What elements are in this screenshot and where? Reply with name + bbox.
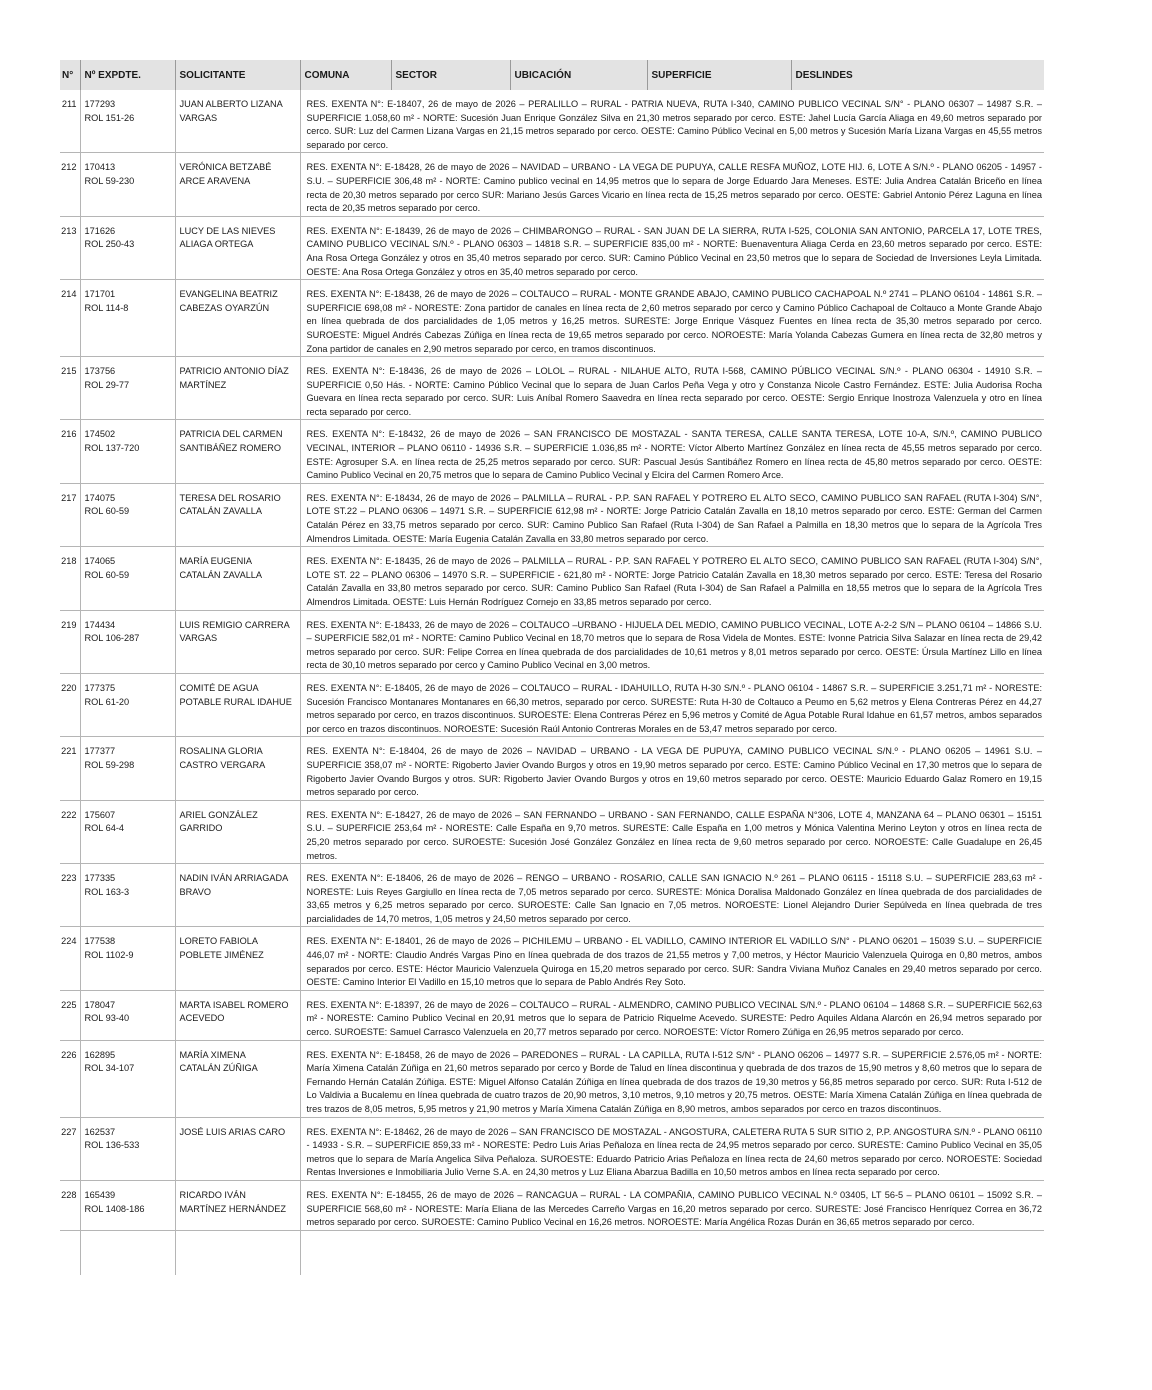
solicitante-cell (175, 1180, 300, 1230)
solicitante-cell (175, 927, 300, 990)
expediente-cell (80, 864, 175, 927)
table-row (60, 153, 1044, 216)
expediente-number: 178047 (84, 999, 116, 1010)
row-number: 215 (60, 357, 80, 420)
solicitante-line-2: MARTÍNEZ HERNÁNDEZ (179, 1203, 287, 1214)
header-superficie: SUPERFICIE (647, 60, 791, 90)
row-number: 217 (60, 483, 80, 546)
solicitante-cell (175, 990, 300, 1040)
row-number: 218 (60, 547, 80, 610)
expediente-number: 171626 (84, 225, 116, 236)
rol-number: ROL 59-298 (84, 759, 135, 770)
solicitante-cell (175, 673, 300, 736)
table-row (60, 1040, 1044, 1117)
solicitante-line-2: BRAVO (179, 886, 211, 897)
row-number: 211 (60, 90, 80, 153)
solicitante-line-1: LUIS REMIGIO CARRERA (179, 619, 290, 630)
registry-table (60, 60, 1044, 1275)
solicitante-line-1: PATRICIA DEL CARMEN (179, 429, 283, 440)
solicitante-line-2: ACEVEDO (179, 1013, 225, 1024)
row-number: 214 (60, 280, 80, 357)
solicitante-line-2: MARTÍNEZ (179, 379, 227, 390)
solicitante-line-1: MARÍA XIMENA (179, 1049, 246, 1060)
expediente-cell (80, 483, 175, 546)
solicitante-line-1: LORETO FABIOLA (179, 936, 258, 947)
resolution-text: RES. EXENTA N°: E-18407, 26 de mayo de 2026 – PERALILLO – RURAL - PATRIA NUEVA, RUTA I-340, CAMINO PUBLICO VECINAL S/N° - PLANO 06307 – 14987 S.R. – SUPERFICIE 1.058,60 m² - NORTE: Sucesión Juan Enrique González Silva en 21,30 metros separado por cerco. ESTE: Jahel Lucía García Aliaga en 49,60 metros separado por cerco. SUR: Luz del Carmen Lizana Vargas en 21,15 metros separado por cerco. OESTE: Camino Público Vecinal en 5,00 metros y Sucesión María Lizana Vargas en 45,55 metros separado por cerco. (300, 90, 1044, 153)
header-expediente: Nº EXPDTE. (80, 60, 175, 90)
expediente-number: 174434 (84, 619, 116, 630)
resolution-text: RES. EXENTA N°: E-18404, 26 de mayo de 2026 – NAVIDAD – URBANO - LA VEGA DE PUPUYA, CAMINO PUBLICO VECINAL S/N.º - PLANO 06205 – 14961 S.U. – SUPERFICIE 358,07 m² - NORTE: Rigoberto Javier Ovando Burgos y otros en 19,90 metros separado por cerco. ESTE: Camino Público Vecinal en 17,30 metros que lo separa de Rigoberto Javier Ovando Burgos y otros. SUR: Rigoberto Javier Ovando Burgos y otros en 19,60 metros separado por cerco. OESTE: Mauricio Eduardo Galaz Romero en 19,15 metros separado por cerco. (300, 737, 1044, 800)
table-row (60, 483, 1044, 546)
solicitante-cell (175, 420, 300, 483)
header-comuna: COMUNA (300, 60, 391, 90)
solicitante-cell (175, 1040, 300, 1117)
resolution-text: RES. EXENTA N°: E-18406, 26 de mayo de 2026 – RENGO – URBANO - ROSARIO, CALLE SAN IGNACIO N.º 261 – PLANO 06115 - 15118 S.U. – SUPERFICIE 283,63 m² - NORESTE: Luis Reyes Gargiullo en línea recta de 7,05 metros separado por cerco. SURESTE: Mónica Doralisa Maldonado González en línea quebrada de dos parcialidades de 33,65 metros y 6,25 metros separado por cerco. SUROESTE: Calle San Ignacio en 7,05 metros. NOROESTE: Lionel Alejandro Durier Sepúlveda en línea quebrada de tres parcialidades de 14,70 metros, 1,05 metros y 24,50 metros separado por cerco. (300, 864, 1044, 927)
expediente-cell (80, 280, 175, 357)
row-number: 212 (60, 153, 80, 216)
solicitante-cell (175, 1117, 300, 1180)
table-tail-cell (300, 1230, 1044, 1275)
rol-number: ROL 114-8 (84, 302, 129, 313)
solicitante-line-2: GARRIDO (179, 823, 223, 834)
expediente-number: 174065 (84, 556, 116, 567)
expediente-cell (80, 1117, 175, 1180)
table-row (60, 800, 1044, 863)
resolution-text: RES. EXENTA N°: E-18432, 26 de mayo de 2026 – SAN FRANCISCO DE MOSTAZAL - SANTA TERESA, CALLE SANTA TERESA, LOTE 10-A, S/N.º, CAMINO PUBLICO VECINAL, INTERIOR – PLANO 06110 - 14936 S.R. – SUPERFICIE 1.036,85 m² - NORTE: Víctor Alberto Martínez González en línea recta de 45,55 metros separado por cerco. ESTE: Agrosuper S.A. en línea recta de 25,25 metros separado por cerco. SUR: Pascual Jesús Santibáñez Romero en línea recta de 45,80 metros separado por cerco. OESTE: Camino Publico Vecinal en 20,75 metros que lo separa de Camino Publico Vecinal y Elcira del Carmen Romero Arce. (300, 420, 1044, 483)
solicitante-line-2: SANTIBÁÑEZ ROMERO (179, 443, 282, 454)
document-page (60, 60, 1044, 1275)
expediente-cell (80, 547, 175, 610)
solicitante-cell (175, 90, 300, 153)
row-number: 216 (60, 420, 80, 483)
resolution-text: RES. EXENTA N°: E-18397, 26 de mayo de 2026 – COLTAUCO – RURAL - ALMENDRO, CAMINO PUBLICO VECINAL S/N.º - PLANO 06104 – 14868 S.R. – SUPERFICIE 562,63 m² - NORESTE: Camino Publico Vecinal en 20,91 metros que lo separa de Patricio Riquelme Acevedo. SURESTE: Pedro Aquiles Aldana Alarcón en 26,94 metros separado por cerco. SUROESTE: Samuel Carrasco Valenzuela en 20,77 metros separado por cerco. NOROESTE: Víctor Romero Zúñiga en 26,95 metros separado por cerco. (300, 990, 1044, 1040)
expediente-number: 174075 (84, 492, 116, 503)
expediente-number: 175607 (84, 809, 116, 820)
rol-number: ROL 64-4 (84, 823, 124, 834)
rol-number: ROL 29-77 (84, 379, 130, 390)
expediente-cell (80, 420, 175, 483)
row-number: 223 (60, 864, 80, 927)
table-tail-cell (60, 1230, 80, 1275)
expediente-cell (80, 800, 175, 863)
expediente-number: 177335 (84, 873, 116, 884)
row-number: 220 (60, 673, 80, 736)
solicitante-line-1: ROSALINA GLORIA (179, 746, 263, 757)
solicitante-line-1: NADIN IVÁN ARRIAGADA (179, 873, 289, 884)
expediente-cell (80, 357, 175, 420)
row-number: 222 (60, 800, 80, 863)
solicitante-line-1: JUAN ALBERTO LIZANA (179, 99, 283, 109)
solicitante-cell (175, 800, 300, 863)
solicitante-line-1: RICARDO IVÁN (179, 1189, 246, 1200)
rol-number: ROL 60-59 (84, 506, 130, 517)
rol-number: ROL 93-40 (84, 1013, 130, 1024)
table-tail-cell (175, 1230, 300, 1275)
expediente-number: 162895 (84, 1049, 116, 1060)
solicitante-cell (175, 153, 300, 216)
row-number: 213 (60, 216, 80, 279)
table-row (60, 1117, 1044, 1180)
expediente-number: 174502 (84, 429, 116, 440)
table-row (60, 864, 1044, 927)
table-body (60, 90, 1044, 1275)
resolution-text: RES. EXENTA N°: E-18405, 26 de mayo de 2026 – COLTAUCO – RURAL - IDAHUILLO, RUTA H-30 S/N.º - PLANO 06104 - 14867 S.R. – SUPERFICIE 3.251,71 m² - NORESTE: Sucesión Francisco Montanares Montanares en 66,30 metros, separado por cerco. SURESTE: Ruta H-30 de Coltauco a Peumo en 5,62 metros y Elena Contreras Pérez en 44,27 metros separado por cerco, en trazos discontinuos. SUROESTE: Elena Contreras Pérez en 5,96 metros y Comité de Agua Potable Rural Idahue en 61,57 metros, ambos separados por cerco en trazos discontinuos. NOROESTE: Sucesión Raúl Antonio Contreras Morales en de 53,47 metros separado por cerco. (300, 673, 1044, 736)
table-row (60, 610, 1044, 673)
solicitante-cell (175, 864, 300, 927)
table-row (60, 420, 1044, 483)
expediente-number: 177375 (84, 682, 116, 693)
resolution-text: RES. EXENTA N°: E-18438, 26 de mayo de 2026 – COLTAUCO – RURAL - MONTE GRANDE ABAJO, CAMINO PUBLICO CACHAPOAL N.º 2741 – PLANO 06104 - 14861 S.R. – SUPERFICIE 698,08 m² - NORESTE: Zona partidor de canales en línea recta de 2,60 metros separado por cerco y Camino Público Cachapoal de Coltauco a Monte Grande Abajo en línea quebrada de dos parcialidades de 1,05 metros y 16,25 metros. SURESTE: Jorge Enrique Vásquez Fuentes en línea recta de 35,30 metros separado por cerco. SUROESTE: Miguel Andrés Cabezas Zúñiga en línea recta de 19,65 metros separado por cerco. NOROESTE: María Yolanda Cabezas Gumera en línea recta de 32,80 metros y Zona partidor de canales en 2,90 metros separado por cerco, en tramos discontinuos. (300, 280, 1044, 357)
solicitante-line-2: CASTRO VERGARA (179, 759, 266, 770)
resolution-text: RES. EXENTA N°: E-18434, 26 de mayo de 2026 – PALMILLA – RURAL - P.P. SAN RAFAEL Y POTRERO EL ALTO SECO, CAMINO PUBLICO SAN RAFAEL (RUTA I-304) S/N°, LOTE ST.22 – PLANO 06306 – 14971 S.R. – SUPERFICIE 612,98 m² - NORTE: Jorge Patricio Catalán Zavalla en 18,10 metros separado por cerco. ESTE: German del Carmen Catalán Pérez en 33,75 metros separado por cerco. SUR: Camino Publico San Rafael (Ruta I-304) de San Rafael a Palmilla en 18,30 metros que lo separa de la Agrícola Tres Almendros Limitada. OESTE: María Eugenia Catalán Zavalla en 33,80 metros separado por cerco. (300, 483, 1044, 546)
resolution-text: RES. EXENTA N°: E-18401, 26 de mayo de 2026 – PICHILEMU – URBANO - EL VADILLO, CAMINO INTERIOR EL VADILLO S/N° - PLANO 06201 – 15039 S.U. – SUPERFICIE 446,07 m² - NORTE: Claudio Andrés Vargas Pino en línea quebrada de dos trazos de 21,55 metros y 7,00 metros, y Héctor Mauricio Valenzuela Quiroga en 0,80 metros, ambos separados por cerco. ESTE: Héctor Mauricio Valenzuela Quiroga en 15,20 metros separado por cerco. SUR: Sandra Viviana Muñoz Canales en 29,40 metros separado por cerco. OESTE: Camino Interior El Vadillo en 15,10 metros que lo separa de Pablo Andrés Rey Soto. (300, 927, 1044, 990)
row-number: 225 (60, 990, 80, 1040)
header-num: N° (60, 60, 80, 90)
expediente-number: 177538 (84, 936, 116, 947)
rol-number: ROL 61-20 (84, 696, 130, 707)
solicitante-line-2: VARGAS (179, 112, 218, 123)
resolution-text: RES. EXENTA N°: E-18427, 26 de mayo de 2026 – SAN FERNANDO – URBANO - SAN FERNANDO, CALLE ESPAÑA N°306, LOTE 4, MANZANA 64 – PLANO 06301 – 15151 S.U. – SUPERFICIE 253,64 m² - NORESTE: Calle España en 9,70 metros. SURESTE: Calle España en 1,00 metros y Mónica Valentina Merino Leyton y otros en línea recta de 25,20 metros separado por cerco. SUROESTE: Sucesión José González González en línea recta de 9,60 metros separado por cerco. NOROESTE: Calle Guadalupe en 26,45 metros. (300, 800, 1044, 863)
solicitante-line-2: CATALÁN ZAVALLA (179, 506, 263, 517)
expediente-number: 173756 (84, 366, 116, 377)
rol-number: ROL 106-287 (84, 633, 140, 644)
solicitante-line-2: VARGAS (179, 633, 218, 644)
rol-number: ROL 1102-9 (84, 950, 134, 961)
solicitante-cell (175, 547, 300, 610)
table-row (60, 90, 1044, 153)
row-number: 219 (60, 610, 80, 673)
solicitante-cell (175, 280, 300, 357)
table-row (60, 1180, 1044, 1230)
resolution-text: RES. EXENTA N°: E-18435, 26 de mayo de 2026 – PALMILLA – RURAL - P.P. SAN RAFAEL Y POTRERO EL ALTO SECO, CAMINO PUBLICO SAN RAFAEL (RUTA I-304) S/N°, LOTE ST. 22 – PLANO 06306 – 14970 S.R. – SUPERFICIE - 621,80 m² - NORTE: Jorge Patricio Catalán Zavalla en 18,30 metros separado por cerco. ESTE: Teresa del Rosario Catalán Zavalla en 33,80 metros separado por cerco. SUR: Camino Publico San Rafael (Ruta I-304) de San Rafael a Palmilla en 18,55 metros que lo separa de la Agrícola Tres Almendros Limitada. OESTE: Luis Hernán Rodríguez Cornejo en 33,85 metros separado por cerco. (300, 547, 1044, 610)
expediente-number: 170413 (84, 162, 116, 173)
table-header-row (60, 60, 1044, 90)
expediente-cell (80, 737, 175, 800)
solicitante-line-1: JOSÉ LUIS ARIAS CARO (179, 1126, 286, 1137)
solicitante-line-2: CATALÁN ZÚÑIGA (179, 1063, 258, 1074)
resolution-text: RES. EXENTA N°: E-18439, 26 de mayo de 2026 – CHIMBARONGO – RURAL - SAN JUAN DE LA SIERRA, RUTA I-525, COLONIA SAN ANTONIO, PARCELA 17, LOTE TRES, CAMINO PUBLICO VECINAL S/N.º - PLANO 06303 – 14818 S.R. – SUPERFICIE 835,00 m² - NORTE: Buenaventura Aliaga Cerda en 23,60 metros separado por cerco. ESTE: Ana Rosa Ortega González y otros en 35,40 metros separado por cerco. SUR: Camino Público Vecinal en 23,50 metros que lo separa de Sociedad de Inversiones Leyla Limitada. OESTE: Ana Rosa Ortega González y otros en 35,40 metros separado por cerco. (300, 216, 1044, 279)
row-number: 221 (60, 737, 80, 800)
row-number: 228 (60, 1180, 80, 1230)
solicitante-line-2: CABEZAS OYARZÚN (179, 302, 270, 313)
table-row (60, 673, 1044, 736)
solicitante-line-1: LUCY DE LAS NIEVES (179, 225, 276, 236)
table-row (60, 357, 1044, 420)
expediente-number: 171701 (84, 289, 116, 300)
table-row (60, 737, 1044, 800)
solicitante-cell (175, 357, 300, 420)
expediente-cell (80, 927, 175, 990)
header-solicitante: SOLICITANTE (175, 60, 300, 90)
rol-number: ROL 163-3 (84, 886, 130, 897)
expediente-cell (80, 673, 175, 736)
resolution-text: RES. EXENTA N°: E-18433, 26 de mayo de 2026 – COLTAUCO –URBANO - HIJUELA DEL MEDIO, CAMINO PUBLICO VECINAL, LOTE A-2-2 S/N – PLANO 06104 – 14866 S.U. – SUPERFICIE 582,01 m² - NORTE: Camino Publico Vecinal en 18,70 metros que lo separa de Rosa Videla de Montes. ESTE: Ivonne Patricia Silva Salazar en línea recta de 29,42 metros separado por cerco. SUR: Felipe Correa en línea quebrada de dos parcialidades de 10,61 metros y 8,01 metros separado por cerco. OESTE: Úrsula Martínez Lillo en línea recta de 30,10 metros separado por cerco y Camino Publico Vecinal en 3,00 metros. (300, 610, 1044, 673)
expediente-cell (80, 1040, 175, 1117)
solicitante-cell (175, 610, 300, 673)
solicitante-cell (175, 216, 300, 279)
resolution-text: RES. EXENTA N°: E-18462, 26 de mayo de 2026 – SAN FRANCISCO DE MOSTAZAL - ANGOSTURA, CALETERA RUTA 5 SUR SITIO 2, P.P. ANGOSTURA S/N.º - PLANO 06110 - 14933 - S.R. – SUPERFICIE 859,33 m² - NORESTE: Pedro Luis Arias Peñaloza en línea recta de 24,95 metros separado por cerco. SURESTE: Camino Publico Vecinal en 35,05 metros que lo separa de María Angelica Silva Peñaloza. SUROESTE: Eduardo Patricio Arias Peñaloza en línea recta de 24,60 metros separado por cerco. NOROESTE: Sociedad Rentas Inversiones e Inmobiliaria Julio Verne S.A. en 24,30 metros y Luz Eliana Abarzua Badilla en 10,50 metros ambos en línea recta separado por cerco. (300, 1117, 1044, 1180)
rol-number: ROL 136-533 (84, 1140, 140, 1151)
table-tail-cell (80, 1230, 175, 1275)
solicitante-line-1: TERESA DEL ROSARIO (179, 492, 281, 503)
table-row (60, 990, 1044, 1040)
solicitante-cell (175, 483, 300, 546)
solicitante-line-2: POBLETE JIMÉNEZ (179, 950, 264, 961)
rol-number: ROL 137-720 (84, 443, 140, 454)
solicitante-line-2: ALIAGA ORTEGA (179, 239, 254, 250)
expediente-cell (80, 1180, 175, 1230)
expediente-cell (80, 216, 175, 279)
expediente-cell (80, 610, 175, 673)
solicitante-line-1: COMITÉ DE AGUA (179, 682, 259, 693)
expediente-number: 162537 (84, 1126, 116, 1137)
solicitante-line-2: ARCE ARAVENA (179, 175, 251, 186)
table-row (60, 216, 1044, 279)
header-sector: SECTOR (391, 60, 510, 90)
rol-number: ROL 1408-186 (84, 1203, 145, 1214)
resolution-text: RES. EXENTA N°: E-18428, 26 de mayo de 2026 – NAVIDAD – URBANO - LA VEGA DE PUPUYA, CALLE RESFA MUÑOZ, LOTE HIJ. 6, LOTE A S/N.º - PLANO 06205 - 14957 - S.U. – SUPERFICIE 306,48 m² - NORTE: Camino publico vecinal en 14,95 metros que lo separa de Jorge Eduardo Jara Meneses. ESTE: Julia Andrea Catalán Briceño en línea recta de 20,30 metros separado por cerco SUR: Mariano Jesús Garces Vicario en línea recta de 15,25 metros separado por cerco. OESTE: Gabriel Antonio Pérez Laguna en línea recta de 20,35 metros separado por cerco. (300, 153, 1044, 216)
rol-number: ROL 34-107 (84, 1063, 135, 1074)
resolution-text: RES. EXENTA N°: E-18455, 26 de mayo de 2026 – RANCAGUA – RURAL - LA COMPAÑIA, CAMINO PUBLICO VECINAL N.º 03405, LT 56-5 – PLANO 06101 – 15092 S.R. – SUPERFICIE 568,60 m² - NORESTE: María Eliana de las Mercedes Carreño Vargas en 16,20 metros separado por cerco. SURESTE: José Francisco Henríquez Correa en 36,72 metros separado por cerco. SUROESTE: Camino Publico Vecinal en 16,26 metros. NOROESTE: María Angélica Rozas Durán en 36,65 metros separado por cerco. (300, 1180, 1044, 1230)
solicitante-line-1: ARIEL GONZÁLEZ (179, 809, 258, 820)
solicitante-line-1: MARTA ISABEL ROMERO (179, 999, 289, 1010)
expediente-cell (80, 153, 175, 216)
solicitante-line-1: PATRICIO ANTONIO DÍAZ (179, 366, 289, 377)
table-row (60, 927, 1044, 990)
header-ubicacion: UBICACIÓN (510, 60, 647, 90)
solicitante-line-2: POTABLE RURAL IDAHUE (179, 696, 292, 707)
solicitante-line-1: VERÓNICA BETZABÉ (179, 162, 272, 173)
table-row (60, 547, 1044, 610)
solicitante-line-2: CATALÁN ZAVALLA (179, 569, 263, 580)
expediente-cell (80, 990, 175, 1040)
expediente-number: 165439 (84, 1189, 116, 1200)
rol-number: ROL 151-26 (84, 112, 135, 123)
table-tail-row (60, 1230, 1044, 1275)
row-number: 227 (60, 1117, 80, 1180)
rol-number: ROL 250-43 (84, 239, 135, 250)
table-row (60, 280, 1044, 357)
resolution-text: RES. EXENTA N°: E-18458, 26 de mayo de 2026 – PAREDONES – RURAL - LA CAPILLA, RUTA I-512 S/N° - PLANO 06206 – 14977 S.R. – SUPERFICIE 2.576,05 m² - NORTE: María Ximena Catalán Zúñiga en 21,60 metros separado por cerco y Borde de Talud en línea discontinua y quebrada de dos trazos de 15,90 metros y 8,60 metros que lo separa de Fernando Hernán Catalán Zúñiga. ESTE: Miguel Alfonso Catalán Zúñiga en línea quebrada de dos trazos de 19,30 metros y 56,85 metros separado por cerco. SUR: Ruta I-512 de Lo Valdivia a Bucalemu en línea quebrada de cuatro trazos de 20,90 metros, 3,10 metros, 9,10 metros y 20,75 metros. OESTE: María Ximena Catalán Zúñiga en línea quebrada de tres trazos de 8,05 metros, 5,95 metros y 21,90 metros y María Ximena Catalán Zúñiga en 8,90 metros, ambos separados por cerco en trazos discontinuos. (300, 1040, 1044, 1117)
rol-number: ROL 60-59 (84, 569, 130, 580)
expediente-number: 177377 (84, 746, 116, 757)
resolution-text: RES. EXENTA N°: E-18436, 26 de mayo de 2026 – LOLOL – RURAL - NILAHUE ALTO, RUTA I-568, CAMINO PÚBLICO VECINAL S/N.º - PLANO 06304 - 14910 S.R. – SUPERFICIE 0,50 Hás. - NORTE: Camino Público Vecinal que lo separa de Juan Carlos Peña Vega y otro y Constanza Nicole Castro Fernández. ESTE: Julia Audorisa Rocha Guevara en línea recta separado por cerco. SUR: Luis Aníbal Romero Saavedra en línea recta separado por cerco. OESTE: Sergio Enrique Inostroza Valenzuela y otro en línea recta separado por cerco. (300, 357, 1044, 420)
rol-number: ROL 59-230 (84, 175, 135, 186)
expediente-cell (80, 90, 175, 153)
row-number: 224 (60, 927, 80, 990)
expediente-number: 177293 (84, 99, 116, 109)
solicitante-line-1: MARÍA EUGENIA (179, 556, 252, 567)
solicitante-cell (175, 737, 300, 800)
solicitante-line-1: EVANGELINA BEATRIZ (179, 289, 278, 300)
row-number: 226 (60, 1040, 80, 1117)
header-deslindes: DESLINDES (791, 60, 1044, 90)
